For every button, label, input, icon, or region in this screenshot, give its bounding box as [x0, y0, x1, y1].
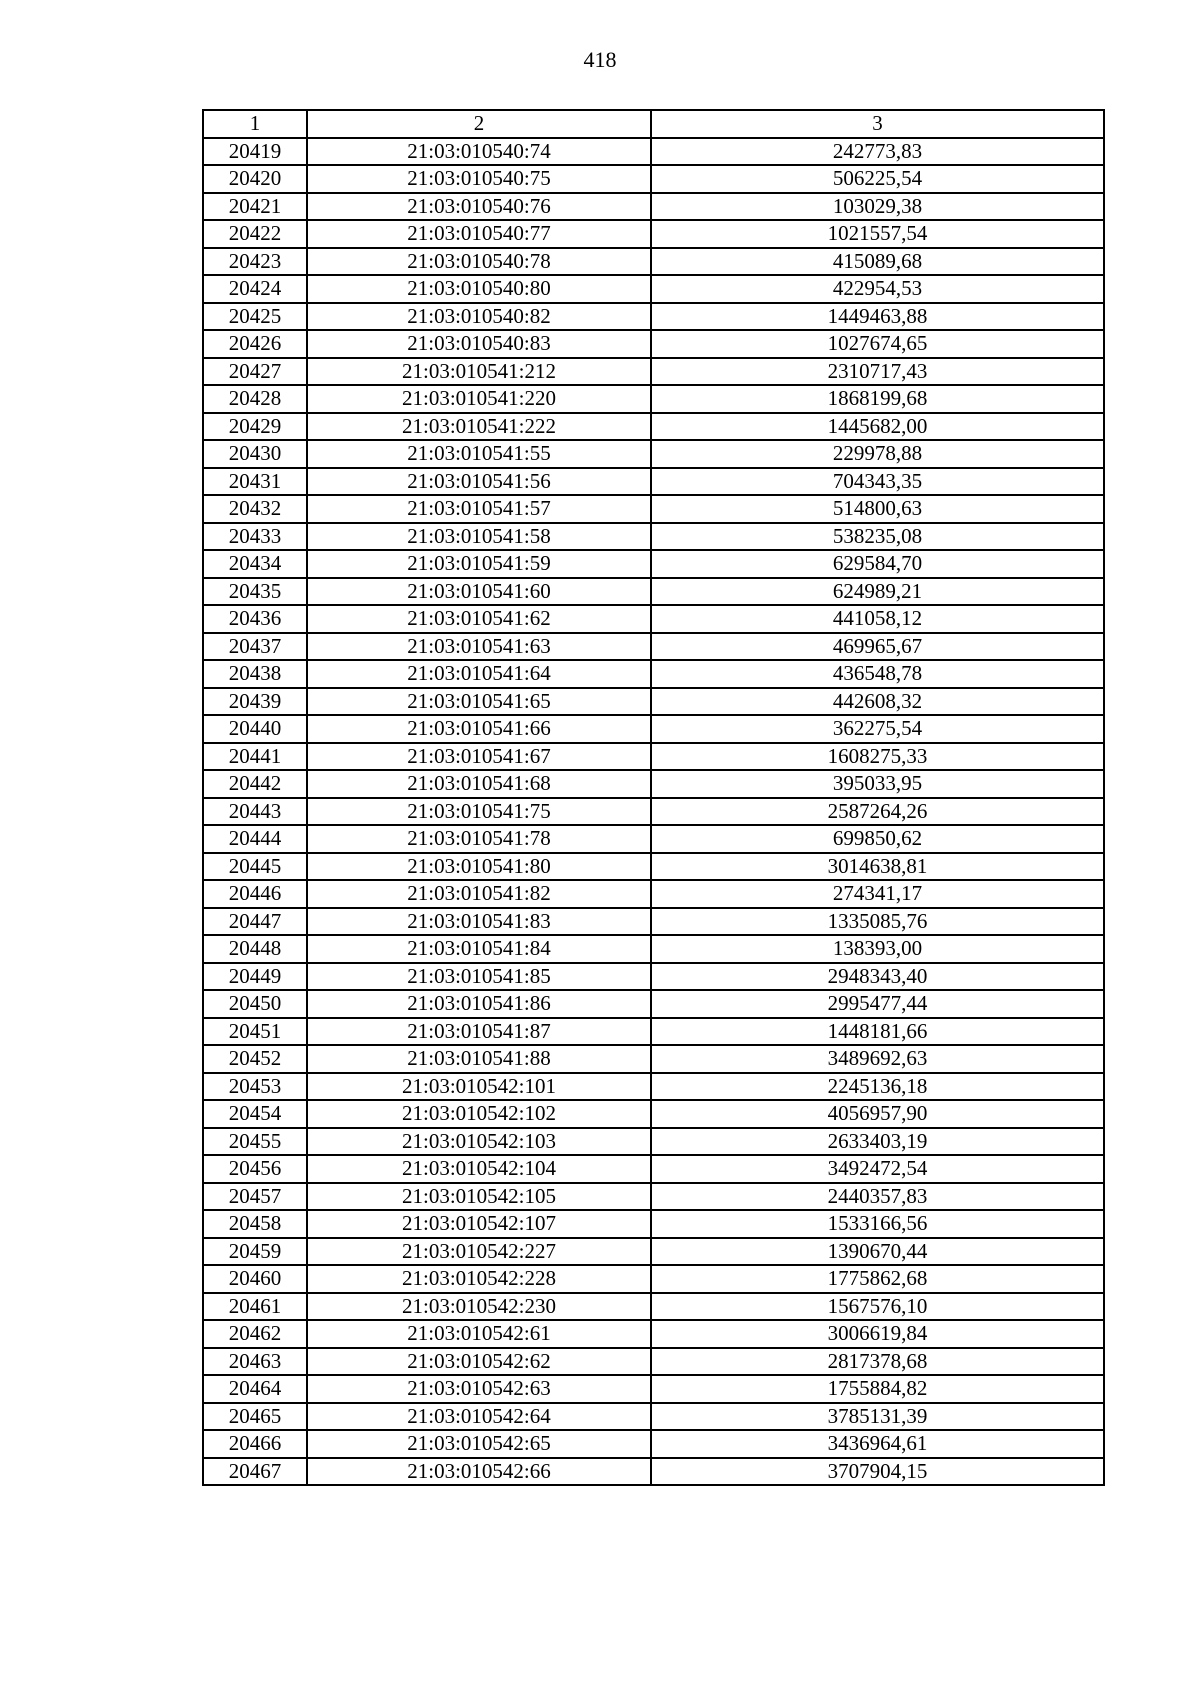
cadastral-value-cell: 415089,68 — [651, 248, 1104, 276]
cadastral-value-cell: 229978,88 — [651, 440, 1104, 468]
table-row — [203, 138, 1104, 166]
row-number-cell: 20462 — [203, 1320, 307, 1348]
row-number-cell: 20427 — [203, 358, 307, 386]
cadastral-value-cell: 2633403,19 — [651, 1128, 1104, 1156]
table-row — [203, 550, 1104, 578]
cadastral-number-cell: 21:03:010541:60 — [307, 578, 651, 606]
row-number-cell: 20453 — [203, 1073, 307, 1101]
row-number-cell: 20459 — [203, 1238, 307, 1266]
cadastral-value-cell: 1448181,66 — [651, 1018, 1104, 1046]
cadastral-number-cell: 21:03:010541:62 — [307, 605, 651, 633]
row-number-cell: 20446 — [203, 880, 307, 908]
cadastral-number-cell: 21:03:010542:230 — [307, 1293, 651, 1321]
cadastral-number-cell: 21:03:010541:56 — [307, 468, 651, 496]
cadastral-value-cell: 3707904,15 — [651, 1458, 1104, 1486]
cadastral-value-cell: 1868199,68 — [651, 385, 1104, 413]
cadastral-number-cell: 21:03:010540:75 — [307, 165, 651, 193]
cadastral-number-cell: 21:03:010542:107 — [307, 1210, 651, 1238]
cadastral-number-cell: 21:03:010541:80 — [307, 853, 651, 881]
table-row — [203, 523, 1104, 551]
table-row — [203, 330, 1104, 358]
cadastral-number-cell: 21:03:010542:64 — [307, 1403, 651, 1431]
row-number-cell: 20461 — [203, 1293, 307, 1321]
cadastral-number-cell: 21:03:010540:80 — [307, 275, 651, 303]
cadastral-value-cell: 469965,67 — [651, 633, 1104, 661]
cadastral-number-cell: 21:03:010541:63 — [307, 633, 651, 661]
table-row — [203, 1293, 1104, 1321]
table-row — [203, 1348, 1104, 1376]
cadastral-value-cell: 436548,78 — [651, 660, 1104, 688]
row-number-cell: 20445 — [203, 853, 307, 881]
row-number-cell: 20448 — [203, 935, 307, 963]
cadastral-value-cell: 441058,12 — [651, 605, 1104, 633]
row-number-cell: 20449 — [203, 963, 307, 991]
cadastral-value-cell: 138393,00 — [651, 935, 1104, 963]
cadastral-number-cell: 21:03:010542:105 — [307, 1183, 651, 1211]
cadastral-value-cell: 103029,38 — [651, 193, 1104, 221]
table-row — [203, 825, 1104, 853]
cadastral-number-cell: 21:03:010542:61 — [307, 1320, 651, 1348]
cadastral-value-table — [202, 109, 1105, 1486]
cadastral-value-cell: 1567576,10 — [651, 1293, 1104, 1321]
cadastral-number-cell: 21:03:010542:62 — [307, 1348, 651, 1376]
cadastral-number-cell: 21:03:010541:82 — [307, 880, 651, 908]
table-row — [203, 1210, 1104, 1238]
cadastral-number-cell: 21:03:010542:227 — [307, 1238, 651, 1266]
table-row — [203, 1458, 1104, 1486]
row-number-cell: 20451 — [203, 1018, 307, 1046]
table-row — [203, 468, 1104, 496]
cadastral-number-cell: 21:03:010541:222 — [307, 413, 651, 441]
row-number-cell: 20452 — [203, 1045, 307, 1073]
table-row — [203, 880, 1104, 908]
cadastral-value-cell: 624989,21 — [651, 578, 1104, 606]
row-number-cell: 20419 — [203, 138, 307, 166]
row-number-cell: 20458 — [203, 1210, 307, 1238]
row-number-cell: 20424 — [203, 275, 307, 303]
table-row — [203, 1183, 1104, 1211]
cadastral-value-cell: 506225,54 — [651, 165, 1104, 193]
cadastral-value-cell: 2245136,18 — [651, 1073, 1104, 1101]
cadastral-number-cell: 21:03:010541:75 — [307, 798, 651, 826]
row-number-cell: 20450 — [203, 990, 307, 1018]
cadastral-value-cell: 1533166,56 — [651, 1210, 1104, 1238]
table-row — [203, 1320, 1104, 1348]
cadastral-number-cell: 21:03:010540:78 — [307, 248, 651, 276]
table-row — [203, 1018, 1104, 1046]
row-number-cell: 20454 — [203, 1100, 307, 1128]
cadastral-value-cell: 2310717,43 — [651, 358, 1104, 386]
cadastral-number-cell: 21:03:010541:57 — [307, 495, 651, 523]
cadastral-number-cell: 21:03:010541:88 — [307, 1045, 651, 1073]
row-number-cell: 20444 — [203, 825, 307, 853]
row-number-cell: 20435 — [203, 578, 307, 606]
cadastral-number-cell: 21:03:010541:83 — [307, 908, 651, 936]
table-body — [203, 138, 1104, 1486]
cadastral-number-cell: 21:03:010542:104 — [307, 1155, 651, 1183]
cadastral-number-cell: 21:03:010541:86 — [307, 990, 651, 1018]
cadastral-number-cell: 21:03:010540:82 — [307, 303, 651, 331]
cadastral-value-cell: 2817378,68 — [651, 1348, 1104, 1376]
cadastral-value-cell: 3489692,63 — [651, 1045, 1104, 1073]
cadastral-number-cell: 21:03:010541:64 — [307, 660, 651, 688]
row-number-cell: 20429 — [203, 413, 307, 441]
row-number-cell: 20423 — [203, 248, 307, 276]
table-row — [203, 248, 1104, 276]
row-number-cell: 20466 — [203, 1430, 307, 1458]
table-row — [203, 1073, 1104, 1101]
table-row — [203, 193, 1104, 221]
table-row — [203, 1045, 1104, 1073]
table-row — [203, 798, 1104, 826]
table-row — [203, 1265, 1104, 1293]
row-number-cell: 20439 — [203, 688, 307, 716]
cadastral-number-cell: 21:03:010542:102 — [307, 1100, 651, 1128]
row-number-cell: 20438 — [203, 660, 307, 688]
table-row — [203, 413, 1104, 441]
table-row — [203, 660, 1104, 688]
table-row — [203, 715, 1104, 743]
cadastral-value-cell: 242773,83 — [651, 138, 1104, 166]
cadastral-value-cell: 4056957,90 — [651, 1100, 1104, 1128]
header-row — [203, 110, 1104, 138]
table-row — [203, 495, 1104, 523]
row-number-cell: 20432 — [203, 495, 307, 523]
row-number-cell: 20442 — [203, 770, 307, 798]
row-number-cell: 20434 — [203, 550, 307, 578]
cadastral-value-cell: 422954,53 — [651, 275, 1104, 303]
table-row — [203, 770, 1104, 798]
table-row — [203, 578, 1104, 606]
cadastral-number-cell: 21:03:010541:87 — [307, 1018, 651, 1046]
table-row — [203, 358, 1104, 386]
cadastral-value-cell: 514800,63 — [651, 495, 1104, 523]
table-row — [203, 963, 1104, 991]
cadastral-value-cell: 3014638,81 — [651, 853, 1104, 881]
cadastral-value-cell: 629584,70 — [651, 550, 1104, 578]
cadastral-number-cell: 21:03:010540:77 — [307, 220, 651, 248]
header-col-3: 3 — [651, 110, 1104, 138]
table-row — [203, 1238, 1104, 1266]
cadastral-value-cell: 3785131,39 — [651, 1403, 1104, 1431]
cadastral-value-cell: 395033,95 — [651, 770, 1104, 798]
row-number-cell: 20457 — [203, 1183, 307, 1211]
cadastral-number-cell: 21:03:010542:228 — [307, 1265, 651, 1293]
cadastral-number-cell: 21:03:010542:66 — [307, 1458, 651, 1486]
table-row — [203, 935, 1104, 963]
cadastral-number-cell: 21:03:010542:103 — [307, 1128, 651, 1156]
cadastral-value-cell: 2995477,44 — [651, 990, 1104, 1018]
row-number-cell: 20455 — [203, 1128, 307, 1156]
cadastral-value-cell: 704343,35 — [651, 468, 1104, 496]
cadastral-value-cell: 274341,17 — [651, 880, 1104, 908]
row-number-cell: 20443 — [203, 798, 307, 826]
cadastral-value-cell: 538235,08 — [651, 523, 1104, 551]
cadastral-value-cell: 1608275,33 — [651, 743, 1104, 771]
cadastral-number-cell: 21:03:010541:84 — [307, 935, 651, 963]
table-row — [203, 1375, 1104, 1403]
row-number-cell: 20460 — [203, 1265, 307, 1293]
cadastral-value-cell: 1021557,54 — [651, 220, 1104, 248]
row-number-cell: 20430 — [203, 440, 307, 468]
cadastral-value-cell: 3006619,84 — [651, 1320, 1104, 1348]
cadastral-number-cell: 21:03:010541:58 — [307, 523, 651, 551]
cadastral-value-cell: 1775862,68 — [651, 1265, 1104, 1293]
cadastral-number-cell: 21:03:010540:76 — [307, 193, 651, 221]
row-number-cell: 20421 — [203, 193, 307, 221]
row-number-cell: 20441 — [203, 743, 307, 771]
cadastral-number-cell: 21:03:010541:55 — [307, 440, 651, 468]
cadastral-number-cell: 21:03:010541:78 — [307, 825, 651, 853]
row-number-cell: 20447 — [203, 908, 307, 936]
row-number-cell: 20463 — [203, 1348, 307, 1376]
cadastral-number-cell: 21:03:010541:66 — [307, 715, 651, 743]
cadastral-number-cell: 21:03:010541:85 — [307, 963, 651, 991]
cadastral-value-cell: 1335085,76 — [651, 908, 1104, 936]
table-row — [203, 1128, 1104, 1156]
table-header — [203, 110, 1104, 138]
header-col-1: 1 — [203, 110, 307, 138]
row-number-cell: 20425 — [203, 303, 307, 331]
cadastral-value-cell: 2948343,40 — [651, 963, 1104, 991]
table-row — [203, 1403, 1104, 1431]
cadastral-value-cell: 699850,62 — [651, 825, 1104, 853]
row-number-cell: 20436 — [203, 605, 307, 633]
cadastral-value-cell: 2587264,26 — [651, 798, 1104, 826]
row-number-cell: 20467 — [203, 1458, 307, 1486]
row-number-cell: 20456 — [203, 1155, 307, 1183]
cadastral-number-cell: 21:03:010540:74 — [307, 138, 651, 166]
cadastral-number-cell: 21:03:010541:67 — [307, 743, 651, 771]
cadastral-value-cell: 1445682,00 — [651, 413, 1104, 441]
cadastral-number-cell: 21:03:010541:68 — [307, 770, 651, 798]
row-number-cell: 20428 — [203, 385, 307, 413]
cadastral-value-cell: 2440357,83 — [651, 1183, 1104, 1211]
row-number-cell: 20464 — [203, 1375, 307, 1403]
table-row — [203, 303, 1104, 331]
table-row — [203, 165, 1104, 193]
header-col-2: 2 — [307, 110, 651, 138]
cadastral-value-cell: 1027674,65 — [651, 330, 1104, 358]
table-row — [203, 990, 1104, 1018]
table-row — [203, 220, 1104, 248]
table-row — [203, 688, 1104, 716]
cadastral-value-cell: 442608,32 — [651, 688, 1104, 716]
cadastral-number-cell: 21:03:010542:65 — [307, 1430, 651, 1458]
row-number-cell: 20440 — [203, 715, 307, 743]
cadastral-number-cell: 21:03:010541:59 — [307, 550, 651, 578]
table-row — [203, 853, 1104, 881]
table-row — [203, 1155, 1104, 1183]
row-number-cell: 20465 — [203, 1403, 307, 1431]
cadastral-number-cell: 21:03:010541:212 — [307, 358, 651, 386]
page-number: 418 — [583, 47, 617, 72]
cadastral-value-cell: 1755884,82 — [651, 1375, 1104, 1403]
cadastral-number-cell: 21:03:010541:65 — [307, 688, 651, 716]
row-number-cell: 20426 — [203, 330, 307, 358]
table-row — [203, 1100, 1104, 1128]
row-number-cell: 20437 — [203, 633, 307, 661]
table-row — [203, 385, 1104, 413]
table-row — [203, 908, 1104, 936]
cadastral-value-cell: 3492472,54 — [651, 1155, 1104, 1183]
cadastral-value-cell: 362275,54 — [651, 715, 1104, 743]
table-row — [203, 275, 1104, 303]
cadastral-number-cell: 21:03:010541:220 — [307, 385, 651, 413]
row-number-cell: 20420 — [203, 165, 307, 193]
cadastral-number-cell: 21:03:010540:83 — [307, 330, 651, 358]
row-number-cell: 20422 — [203, 220, 307, 248]
cadastral-value-cell: 1449463,88 — [651, 303, 1104, 331]
table-row — [203, 1430, 1104, 1458]
cadastral-number-cell: 21:03:010542:101 — [307, 1073, 651, 1101]
table-row — [203, 605, 1104, 633]
cadastral-value-cell: 1390670,44 — [651, 1238, 1104, 1266]
cadastral-number-cell: 21:03:010542:63 — [307, 1375, 651, 1403]
row-number-cell: 20431 — [203, 468, 307, 496]
cadastral-value-cell: 3436964,61 — [651, 1430, 1104, 1458]
row-number-cell: 20433 — [203, 523, 307, 551]
table-row — [203, 440, 1104, 468]
table-row — [203, 743, 1104, 771]
table-row — [203, 633, 1104, 661]
